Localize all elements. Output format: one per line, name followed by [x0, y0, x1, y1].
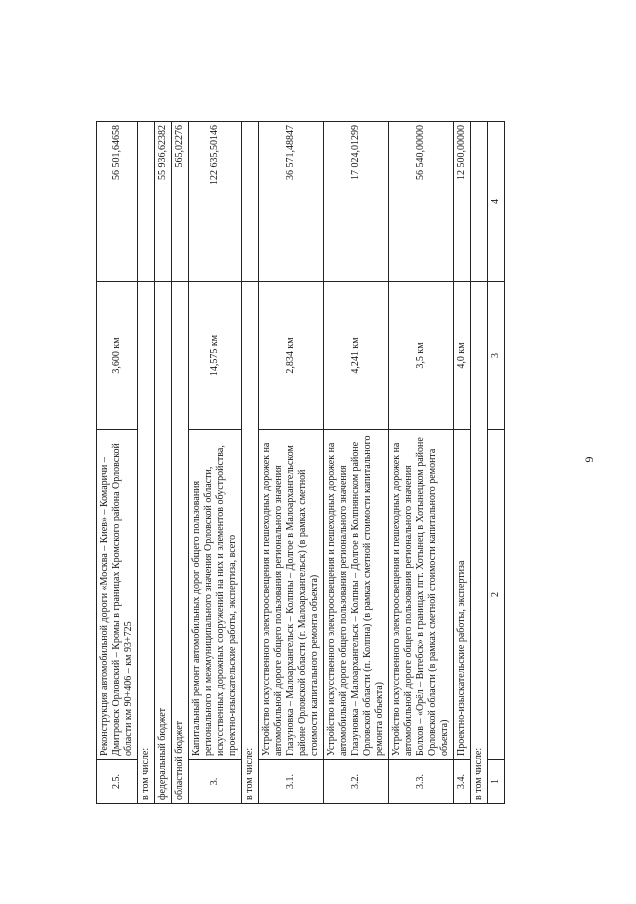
subtotal-amount: 565,02276 — [172, 122, 189, 282]
row-name-cell: Реконструкция автомобильной дороги «Москва – Киев» – Комаричи – Дмитровск Орловский – Кромы в границах Кромского района Орловской области км 90+406 – км 93+725 — [97, 430, 138, 760]
row-name-cell: Устройство искусственного электроосвещения и пешеходных дорожек на автомобильной дороге общего пользования регионального значения Болхов – «Орёл – Витебск» в границах пгт. Хотынец в Хотынецком районе Орловской области (в рамках сметной стоимости капитального ремонта объекта) — [389, 430, 454, 760]
rotated-table-container — [96, 122, 558, 804]
subtotal-label: в том числе: — [242, 282, 259, 804]
row-amount-cell: 17 024,01299 — [324, 122, 389, 282]
row-name-cell: Устройство искусственного электроосвещения и пешеходных дорожек на автомобильной дороге общего пользования регионального значения Глазуновка – Малоархангельск – Колпны – Долгое в Колпнянском районе Орловской области (п. Колпна) (в рамках сметной стоимости капитального ремонта объекта) — [324, 430, 389, 760]
table-row — [97, 122, 138, 804]
table-row — [259, 122, 324, 804]
row-number-cell: 3.3. — [389, 760, 454, 804]
row-number-cell: 3.2. — [324, 760, 389, 804]
column-number-cell: 2 — [488, 430, 505, 760]
row-length-cell: 4,0 км — [454, 282, 471, 430]
column-number-cell: 1 — [488, 760, 505, 804]
row-number-cell: 3.4. — [454, 760, 471, 804]
subtotal-row — [471, 122, 488, 804]
row-number-cell: 3.1. — [259, 760, 324, 804]
subtotal-amount — [242, 122, 259, 282]
subtotal-row — [242, 122, 259, 804]
row-name-cell: Капитальный ремонт автомобильных дорог общего пользования регионального и межмуниципального значения Орловской области, искусственных дорожных сооружений на них и элементов обустройства, проектно-изыскательские работы, экспертиза, всего — [189, 430, 242, 760]
table-row — [389, 122, 454, 804]
subtotal-label: в том числе: — [138, 282, 155, 804]
subtotal-row — [138, 122, 155, 804]
row-length-cell: 14,575 км — [189, 282, 242, 430]
column-number-cell: 3 — [488, 282, 505, 430]
subtotal-label: в том числе: — [471, 282, 488, 804]
row-amount-cell: 12 500,00000 — [454, 122, 471, 282]
row-length-cell: 4,241 км — [324, 282, 389, 430]
row-number-cell: 3. — [189, 760, 242, 804]
row-name-cell: Проектно-изыскательские работы, экспертиза — [454, 430, 471, 760]
row-length-cell: 2,834 км — [259, 282, 324, 430]
table-row — [454, 122, 471, 804]
subtotal-amount — [138, 122, 155, 282]
roads-table — [96, 121, 505, 804]
row-number-cell: 2.5. — [97, 760, 138, 804]
row-name-cell: Устройство искусственного электроосвещения и пешеходных дорожек на автомобильной дороге общего пользования регионального значения Глазуновка – Малоархангельск – Колпны – Долгое в Малоархангельском районе Орловской области (г. Малоархангельск) (в рамках сметной стоимости капитального ремонта объекта) — [259, 430, 324, 760]
page-number: 6 — [582, 456, 597, 463]
row-length-cell: 3,5 км — [389, 282, 454, 430]
row-amount-cell: 36 571,48847 — [259, 122, 324, 282]
table-row — [189, 122, 242, 804]
subtotal-row — [155, 122, 172, 804]
subtotal-amount — [471, 122, 488, 282]
table-row — [324, 122, 389, 804]
column-number-cell: 4 — [488, 122, 505, 282]
row-amount-cell: 56 501,64658 — [97, 122, 138, 282]
subtotal-label: федеральный бюджет — [155, 282, 172, 804]
row-amount-cell: 122 635,50146 — [189, 122, 242, 282]
row-length-cell: 3,600 км — [97, 282, 138, 430]
row-amount-cell: 56 540,00000 — [389, 122, 454, 282]
subtotal-label: областной бюджет — [172, 282, 189, 804]
column-number-row — [488, 122, 505, 804]
subtotal-row — [172, 122, 189, 804]
subtotal-amount: 55 936,62382 — [155, 122, 172, 282]
